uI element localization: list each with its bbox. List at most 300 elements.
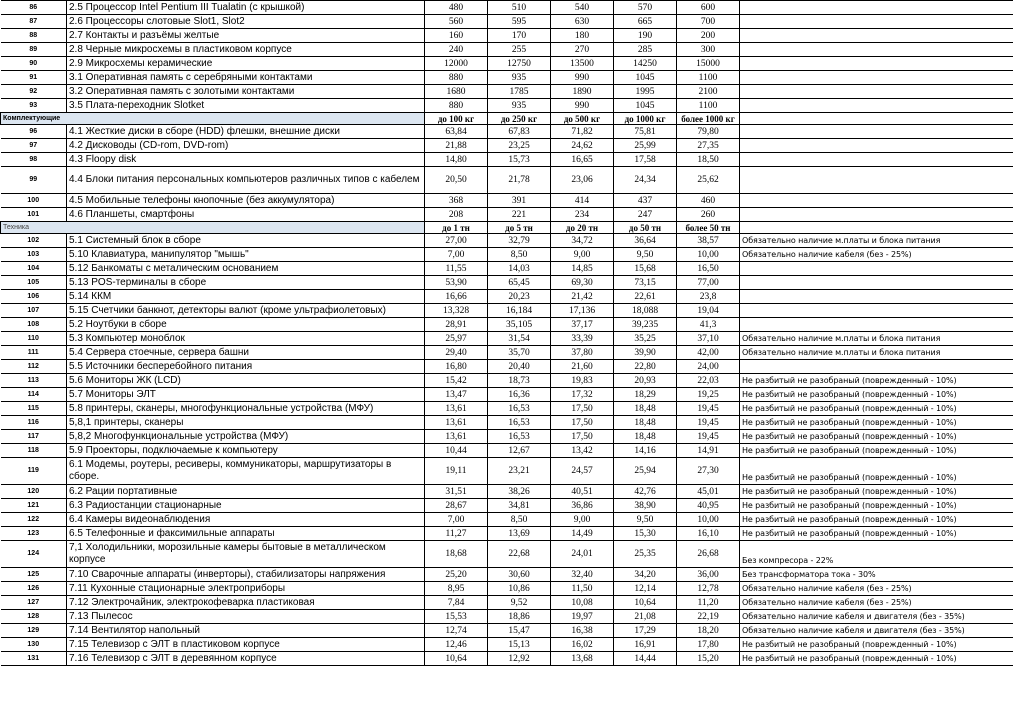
row-number: 101 <box>1 208 67 222</box>
note-cell: Не разбитый не разобраный (поврежденный - 10%) <box>740 416 1013 430</box>
table-row <box>1 582 1013 596</box>
table-row <box>1 262 1013 276</box>
price-cell: 13,69 <box>488 527 551 541</box>
note-cell <box>740 85 1013 99</box>
price-cell: 40,51 <box>551 485 614 499</box>
price-cell: 18,86 <box>488 610 551 624</box>
price-cell: 14,85 <box>551 262 614 276</box>
price-cell: 24,34 <box>614 167 677 194</box>
item-name: 6.5 Телефонные и факсимильные аппараты <box>67 527 425 541</box>
price-cell: 77,00 <box>677 276 740 290</box>
price-cell: 25,99 <box>614 139 677 153</box>
price-cell: 17,50 <box>551 430 614 444</box>
price-cell: 12,92 <box>488 652 551 666</box>
price-cell: 16,80 <box>425 360 488 374</box>
table-row <box>1 360 1013 374</box>
item-name: 2.7 Контакты и разъёмы желтые <box>67 29 425 43</box>
price-cell: 13,61 <box>425 416 488 430</box>
price-cell: 16,38 <box>551 624 614 638</box>
note-cell: Обязательно наличие кабеля и двигателя (без - 35%) <box>740 624 1013 638</box>
row-number: 99 <box>1 167 67 194</box>
item-name: 6.4 Камеры видеонаблюдения <box>67 513 425 527</box>
price-cell: 22,61 <box>614 290 677 304</box>
price-cell: 18,29 <box>614 388 677 402</box>
price-cell: 10,64 <box>425 652 488 666</box>
price-cell: 19,45 <box>677 416 740 430</box>
price-cell: 12,14 <box>614 582 677 596</box>
price-cell: 9,52 <box>488 596 551 610</box>
price-cell: 19,97 <box>551 610 614 624</box>
item-name: 5.4 Сервера стоечные, сервера башни <box>67 346 425 360</box>
price-cell: 27,30 <box>677 458 740 485</box>
price-cell: 38,57 <box>677 234 740 248</box>
section-label: Комплектующие <box>1 113 425 125</box>
price-cell: 700 <box>677 15 740 29</box>
table-row <box>1 153 1013 167</box>
item-name: 5.1 Системный блок в сборе <box>67 234 425 248</box>
price-cell: 200 <box>677 29 740 43</box>
price-cell: 16,02 <box>551 638 614 652</box>
price-cell: 12000 <box>425 57 488 71</box>
blank-cell <box>740 113 1013 125</box>
price-cell: 12,46 <box>425 638 488 652</box>
price-cell: 12750 <box>488 57 551 71</box>
price-cell: 23,25 <box>488 139 551 153</box>
price-cell: 22,03 <box>677 374 740 388</box>
price-cell: 73,15 <box>614 276 677 290</box>
price-cell: 27,35 <box>677 139 740 153</box>
table-row <box>1 624 1013 638</box>
item-name: 5.2 Ноутбуки в сборе <box>67 318 425 332</box>
price-cell: 11,20 <box>677 596 740 610</box>
row-number: 103 <box>1 248 67 262</box>
price-cell: 20,23 <box>488 290 551 304</box>
price-cell: 160 <box>425 29 488 43</box>
note-cell: Обязательно наличие м.платы и блока питания <box>740 346 1013 360</box>
row-number: 98 <box>1 153 67 167</box>
row-number: 120 <box>1 485 67 499</box>
price-cell: 38,90 <box>614 499 677 513</box>
price-cell: 23,21 <box>488 458 551 485</box>
item-name: 7.15 Телевизор с ЭЛТ в пластиковом корпусе <box>67 638 425 652</box>
price-cell: 17,58 <box>614 153 677 167</box>
price-cell: 40,95 <box>677 499 740 513</box>
note-cell: Не разбитый не разобраный (поврежденный - 10%) <box>740 402 1013 416</box>
price-cell: 18,48 <box>614 416 677 430</box>
table-row <box>1 638 1013 652</box>
row-number: 121 <box>1 499 67 513</box>
price-cell: 18,73 <box>488 374 551 388</box>
price-cell: 10,44 <box>425 444 488 458</box>
price-cell: 32,40 <box>551 568 614 582</box>
note-cell: Не разбитый не разобраный (поврежденный - 10%) <box>740 638 1013 652</box>
price-cell: 75,81 <box>614 125 677 139</box>
row-number: 125 <box>1 568 67 582</box>
note-cell: Обязательно наличие кабеля и двигателя (без - 35%) <box>740 610 1013 624</box>
price-cell: 270 <box>551 43 614 57</box>
price-cell: 45,01 <box>677 485 740 499</box>
row-number: 96 <box>1 125 67 139</box>
row-number: 115 <box>1 402 67 416</box>
note-cell <box>740 360 1013 374</box>
price-cell: 17,29 <box>614 624 677 638</box>
price-cell: 33,39 <box>551 332 614 346</box>
price-cell: 15,42 <box>425 374 488 388</box>
item-name: 5.8 принтеры, сканеры, многофункциональные устройства (МФУ) <box>67 402 425 416</box>
row-number: 89 <box>1 43 67 57</box>
price-cell: 8,50 <box>488 513 551 527</box>
price-cell: 15,68 <box>614 262 677 276</box>
price-cell: 17,80 <box>677 638 740 652</box>
price-cell: 25,62 <box>677 167 740 194</box>
price-cell: 20,50 <box>425 167 488 194</box>
price-cell: 180 <box>551 29 614 43</box>
note-cell: Без трансформатора тока - 30% <box>740 568 1013 582</box>
price-cell: 208 <box>425 208 488 222</box>
item-name: 4.4 Блоки питания персональных компьютеров различных типов с кабелем <box>67 167 425 194</box>
note-cell: Не разбитый не разобраный (поврежденный - 10%) <box>740 374 1013 388</box>
price-cell: 20,93 <box>614 374 677 388</box>
note-cell: Не разбитый не разобраный (поврежденный - 10%) <box>740 499 1013 513</box>
item-name: 4.6 Планшеты, смартфоны <box>67 208 425 222</box>
table-row <box>1 57 1013 71</box>
price-cell: 65,45 <box>488 276 551 290</box>
price-cell: 19,04 <box>677 304 740 318</box>
price-cell: 437 <box>614 194 677 208</box>
price-cell: 540 <box>551 1 614 15</box>
note-cell: Не разбитый не разобраный (поврежденный - 10%) <box>740 430 1013 444</box>
row-number: 97 <box>1 139 67 153</box>
item-name: 2.8 Черные микросхемы в пластиковом корпусе <box>67 43 425 57</box>
item-name: 7.16 Телевизор с ЭЛТ в деревянном корпусе <box>67 652 425 666</box>
row-number: 90 <box>1 57 67 71</box>
price-cell: 41,3 <box>677 318 740 332</box>
price-cell: 16,50 <box>677 262 740 276</box>
item-name: 3.1 Оперативная память с серебряными контактами <box>67 71 425 85</box>
price-cell: 16,10 <box>677 527 740 541</box>
price-cell: 13,47 <box>425 388 488 402</box>
price-cell: 7,84 <box>425 596 488 610</box>
price-cell: 10,86 <box>488 582 551 596</box>
note-cell: Не разбитый не разобраный (поврежденный - 10%) <box>740 513 1013 527</box>
item-name: 5.9 Проекторы, подключаемые к компьютеру <box>67 444 425 458</box>
price-cell: 234 <box>551 208 614 222</box>
price-cell: 16,53 <box>488 416 551 430</box>
price-cell: 19,83 <box>551 374 614 388</box>
row-number: 112 <box>1 360 67 374</box>
section-header-row <box>1 113 1013 125</box>
note-cell <box>740 57 1013 71</box>
price-cell: 13,61 <box>425 402 488 416</box>
price-cell: 69,30 <box>551 276 614 290</box>
price-cell: 560 <box>425 15 488 29</box>
item-name: 4.1 Жесткие диски в сборе (HDD) флешки, внешние диски <box>67 125 425 139</box>
note-cell <box>740 43 1013 57</box>
price-cell: 25,94 <box>614 458 677 485</box>
item-name: 4.3 Floopy disk <box>67 153 425 167</box>
section-header-row <box>1 222 1013 234</box>
price-cell: 665 <box>614 15 677 29</box>
price-cell: 25,97 <box>425 332 488 346</box>
price-cell: 16,65 <box>551 153 614 167</box>
price-cell: 27,00 <box>425 234 488 248</box>
row-number: 91 <box>1 71 67 85</box>
price-cell: 17,50 <box>551 402 614 416</box>
price-cell: 42,76 <box>614 485 677 499</box>
item-name: 5,8,2 Многофункциональные устройства (МФУ) <box>67 430 425 444</box>
item-name: 5,8,1 принтеры, сканеры <box>67 416 425 430</box>
price-cell: 18,50 <box>677 153 740 167</box>
price-cell: 9,00 <box>551 248 614 262</box>
price-cell: 12,74 <box>425 624 488 638</box>
note-cell <box>740 99 1013 113</box>
note-cell: Обязательно наличие кабеля (без - 25%) <box>740 596 1013 610</box>
row-number: 129 <box>1 624 67 638</box>
table-row <box>1 568 1013 582</box>
row-number: 130 <box>1 638 67 652</box>
price-cell: 8,50 <box>488 248 551 262</box>
price-cell: 34,81 <box>488 499 551 513</box>
item-name: 7.10 Сварочные аппараты (инверторы), стабилизаторы напряжения <box>67 568 425 582</box>
row-number: 128 <box>1 610 67 624</box>
price-cell: 630 <box>551 15 614 29</box>
note-cell <box>740 318 1013 332</box>
price-cell: 22,19 <box>677 610 740 624</box>
price-cell: 63,84 <box>425 125 488 139</box>
table-row <box>1 194 1013 208</box>
row-number: 93 <box>1 99 67 113</box>
item-name: 7.14 Вентилятор напольный <box>67 624 425 638</box>
table-row <box>1 208 1013 222</box>
item-name: 6.3 Радиостанции стационарные <box>67 499 425 513</box>
row-number: 87 <box>1 15 67 29</box>
table-row <box>1 43 1013 57</box>
price-cell: 28,91 <box>425 318 488 332</box>
price-cell: 190 <box>614 29 677 43</box>
note-cell <box>740 276 1013 290</box>
column-header: до 20 тн <box>551 222 614 234</box>
price-cell: 12,67 <box>488 444 551 458</box>
price-cell: 16,53 <box>488 430 551 444</box>
price-cell: 14,80 <box>425 153 488 167</box>
price-cell: 15000 <box>677 57 740 71</box>
price-cell: 7,00 <box>425 513 488 527</box>
note-cell <box>740 304 1013 318</box>
table-row <box>1 15 1013 29</box>
item-name: 7.12 Электрочайник, электрокофеварка пластиковая <box>67 596 425 610</box>
price-cell: 17,136 <box>551 304 614 318</box>
price-cell: 16,53 <box>488 402 551 416</box>
table-row <box>1 125 1013 139</box>
price-cell: 79,80 <box>677 125 740 139</box>
price-cell: 11,50 <box>551 582 614 596</box>
price-cell: 18,20 <box>677 624 740 638</box>
price-cell: 17,32 <box>551 388 614 402</box>
blank-cell <box>740 222 1013 234</box>
table-row <box>1 1 1013 15</box>
price-cell: 71,82 <box>551 125 614 139</box>
price-cell: 37,10 <box>677 332 740 346</box>
item-name: 6.1 Модемы, роутеры, ресиверы, коммуникаторы, маршрутизаторы в сборе. <box>67 458 425 485</box>
note-cell: Не разбитый не разобраный (поврежденный - 10%) <box>740 458 1013 485</box>
row-number: 102 <box>1 234 67 248</box>
table-row <box>1 248 1013 262</box>
note-cell <box>740 208 1013 222</box>
price-cell: 14250 <box>614 57 677 71</box>
price-cell: 19,45 <box>677 430 740 444</box>
price-cell: 16,66 <box>425 290 488 304</box>
row-number: 88 <box>1 29 67 43</box>
price-cell: 19,45 <box>677 402 740 416</box>
price-cell: 14,49 <box>551 527 614 541</box>
column-header: до 5 тн <box>488 222 551 234</box>
price-cell: 36,00 <box>677 568 740 582</box>
row-number: 105 <box>1 276 67 290</box>
price-cell: 42,00 <box>677 346 740 360</box>
table-row <box>1 304 1013 318</box>
price-cell: 1045 <box>614 71 677 85</box>
item-name: 5.13 POS-терминалы в сборе <box>67 276 425 290</box>
price-cell: 15,13 <box>488 638 551 652</box>
price-cell: 30,60 <box>488 568 551 582</box>
price-cell: 32,79 <box>488 234 551 248</box>
row-number: 86 <box>1 1 67 15</box>
table-row <box>1 290 1013 304</box>
price-cell: 14,91 <box>677 444 740 458</box>
price-cell: 1045 <box>614 99 677 113</box>
table-row <box>1 416 1013 430</box>
price-cell: 1100 <box>677 71 740 85</box>
row-number: 110 <box>1 332 67 346</box>
price-cell: 35,25 <box>614 332 677 346</box>
row-number: 126 <box>1 582 67 596</box>
table-row <box>1 652 1013 666</box>
price-cell: 34,20 <box>614 568 677 582</box>
price-cell: 935 <box>488 71 551 85</box>
price-cell: 300 <box>677 43 740 57</box>
price-cell: 221 <box>488 208 551 222</box>
price-cell: 10,00 <box>677 513 740 527</box>
price-cell: 36,86 <box>551 499 614 513</box>
price-cell: 24,57 <box>551 458 614 485</box>
note-cell: Не разбитый не разобраный (поврежденный - 10%) <box>740 485 1013 499</box>
price-cell: 15,47 <box>488 624 551 638</box>
item-name: 5.3 Компьютер моноблок <box>67 332 425 346</box>
item-name: 5.14 ККМ <box>67 290 425 304</box>
price-cell: 1785 <box>488 85 551 99</box>
row-number: 111 <box>1 346 67 360</box>
price-cell: 31,51 <box>425 485 488 499</box>
price-cell: 600 <box>677 1 740 15</box>
table-row <box>1 513 1013 527</box>
row-number: 106 <box>1 290 67 304</box>
price-cell: 39,235 <box>614 318 677 332</box>
note-cell: Не разбитый не разобраный (поврежденный - 10%) <box>740 444 1013 458</box>
note-cell: Обязательно наличие кабеля (без - 25%) <box>740 248 1013 262</box>
note-cell: Без компресора - 22% <box>740 541 1013 568</box>
price-cell: 10,08 <box>551 596 614 610</box>
price-cell: 25,20 <box>425 568 488 582</box>
price-cell: 21,88 <box>425 139 488 153</box>
price-cell: 285 <box>614 43 677 57</box>
row-number: 108 <box>1 318 67 332</box>
table-row <box>1 71 1013 85</box>
price-cell: 18,48 <box>614 402 677 416</box>
price-cell: 16,36 <box>488 388 551 402</box>
price-cell: 8,95 <box>425 582 488 596</box>
price-cell: 15,53 <box>425 610 488 624</box>
price-cell: 17,50 <box>551 416 614 430</box>
price-cell: 21,78 <box>488 167 551 194</box>
table-row <box>1 527 1013 541</box>
row-number: 107 <box>1 304 67 318</box>
price-cell: 24,00 <box>677 360 740 374</box>
price-cell: 22,68 <box>488 541 551 568</box>
price-cell: 1680 <box>425 85 488 99</box>
table-row <box>1 541 1013 568</box>
price-cell: 23,8 <box>677 290 740 304</box>
price-cell: 260 <box>677 208 740 222</box>
table-row <box>1 610 1013 624</box>
note-cell <box>740 1 1013 15</box>
row-number: 123 <box>1 527 67 541</box>
note-cell: Не разбитый не разобраный (поврежденный - 10%) <box>740 388 1013 402</box>
price-cell: 13500 <box>551 57 614 71</box>
price-cell: 21,08 <box>614 610 677 624</box>
price-cell: 13,68 <box>551 652 614 666</box>
price-cell: 255 <box>488 43 551 57</box>
table-row <box>1 458 1013 485</box>
price-cell: 13,328 <box>425 304 488 318</box>
price-cell: 37,80 <box>551 346 614 360</box>
price-cell: 170 <box>488 29 551 43</box>
item-name: 5.15 Счетчики банкнот, детекторы валют (кроме ультрафиолетовых) <box>67 304 425 318</box>
row-number: 116 <box>1 416 67 430</box>
table-row <box>1 485 1013 499</box>
note-cell <box>740 71 1013 85</box>
price-cell: 22,80 <box>614 360 677 374</box>
price-cell: 19,25 <box>677 388 740 402</box>
section-label: Техника <box>1 222 425 234</box>
price-cell: 1100 <box>677 99 740 113</box>
row-number: 131 <box>1 652 67 666</box>
note-cell: Не разбитый не разобраный (поврежденный - 10%) <box>740 652 1013 666</box>
item-name: 5.6 Мониторы ЖК (LCD) <box>67 374 425 388</box>
column-header: более 1000 кг <box>677 113 740 125</box>
price-cell: 990 <box>551 99 614 113</box>
table-row <box>1 444 1013 458</box>
column-header: до 50 тн <box>614 222 677 234</box>
price-cell: 21,42 <box>551 290 614 304</box>
price-cell: 880 <box>425 71 488 85</box>
price-cell: 15,73 <box>488 153 551 167</box>
price-cell: 34,72 <box>551 234 614 248</box>
price-cell: 24,01 <box>551 541 614 568</box>
item-name: 4.2 Дисководы (CD-rom, DVD-rom) <box>67 139 425 153</box>
column-header: более 50 тн <box>677 222 740 234</box>
note-cell <box>740 153 1013 167</box>
item-name: 7.11 Кухонные стационарные электроприборы <box>67 582 425 596</box>
item-name: 5.12 Банкоматы с металическим основанием <box>67 262 425 276</box>
note-cell <box>740 139 1013 153</box>
price-cell: 15,30 <box>614 527 677 541</box>
price-cell: 1890 <box>551 85 614 99</box>
column-header: до 100 кг <box>425 113 488 125</box>
item-name: 7.13 Пылесос <box>67 610 425 624</box>
table-row <box>1 276 1013 290</box>
table-row <box>1 167 1013 194</box>
price-cell: 935 <box>488 99 551 113</box>
